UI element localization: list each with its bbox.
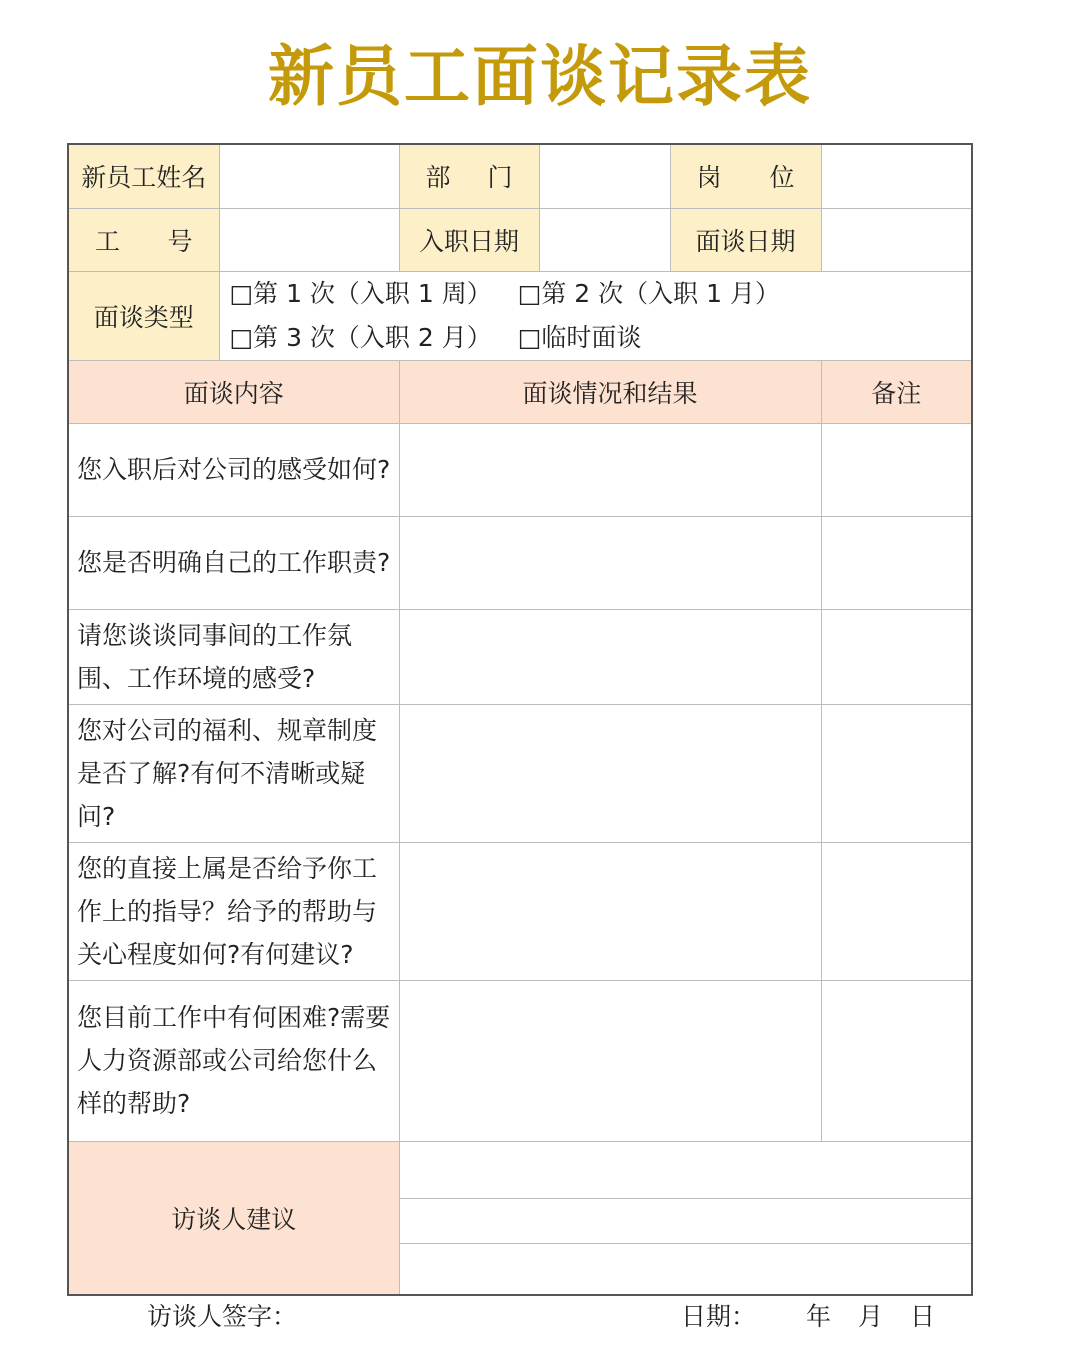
hire-date-label: 入职日期 (399, 208, 539, 271)
question-row (68, 842, 972, 980)
question-text: 您入职后对公司的感受如何? (68, 423, 399, 516)
result-field[interactable] (399, 980, 821, 1141)
date-label: 日期： (681, 1302, 757, 1331)
date-parts (806, 1297, 962, 1333)
note-field[interactable] (821, 516, 972, 609)
year-label: 年 (806, 1302, 832, 1331)
name-field[interactable] (219, 144, 399, 208)
result-field[interactable] (399, 842, 821, 980)
suggestion-label: 访谈人建议 (68, 1141, 399, 1295)
header-result: 面谈情况和结果 (399, 360, 821, 423)
header-row (68, 360, 972, 423)
interview-date-label: 面谈日期 (670, 208, 821, 271)
type-option-2[interactable]: □第 2 次（入职 1 月） (517, 278, 780, 308)
type-option-3[interactable]: □第 3 次（入职 2 月） (229, 322, 492, 352)
question-text: 您的直接上属是否给予你工作上的指导？给予的帮助与关心程度如何?有何建议? (68, 842, 399, 980)
result-field[interactable] (399, 516, 821, 609)
type-option-temporary[interactable]: □临时面谈 (517, 322, 642, 352)
result-field[interactable] (399, 704, 821, 842)
result-field[interactable] (399, 609, 821, 704)
suggestion-line[interactable] (399, 1141, 972, 1198)
question-text: 您对公司的福利、规章制度是否了解?有何不清晰或疑问? (68, 704, 399, 842)
suggestion-row (68, 1141, 972, 1198)
interview-type-options (219, 271, 972, 360)
position-field[interactable] (821, 144, 972, 208)
dept-field[interactable] (539, 144, 670, 208)
result-field[interactable] (399, 423, 821, 516)
position-label: 岗 位 (670, 144, 821, 208)
note-field[interactable] (821, 842, 972, 980)
suggestion-line[interactable] (399, 1198, 972, 1243)
suggestion-line[interactable] (399, 1243, 972, 1295)
question-text: 您目前工作中有何困难?需要人力资源部或公司给您什么样的帮助? (68, 980, 399, 1141)
type-option-1[interactable]: □第 1 次（入职 1 周） (229, 278, 492, 308)
info-row-2 (68, 208, 972, 271)
interview-date-field[interactable] (821, 208, 972, 271)
question-text: 请您谈谈同事间的工作氛围、工作环境的感受? (68, 609, 399, 704)
note-field[interactable] (821, 423, 972, 516)
question-row (68, 423, 972, 516)
note-field[interactable] (821, 609, 972, 704)
employee-id-field[interactable] (219, 208, 399, 271)
footer (0, 1297, 1080, 1337)
employee-id-label: 工 号 (68, 208, 219, 271)
info-row-1 (68, 144, 972, 208)
hire-date-field[interactable] (539, 208, 670, 271)
header-note: 备注 (821, 360, 972, 423)
type-row (68, 271, 972, 360)
header-content: 面谈内容 (68, 360, 399, 423)
note-field[interactable] (821, 704, 972, 842)
question-row (68, 980, 972, 1141)
question-row (68, 609, 972, 704)
note-field[interactable] (821, 980, 972, 1141)
question-row (68, 516, 972, 609)
interview-type-label: 面谈类型 (68, 271, 219, 360)
question-text: 您是否明确自己的工作职责? (68, 516, 399, 609)
question-row (68, 704, 972, 842)
dept-label: 部 门 (399, 144, 539, 208)
page-title: 新员工面谈记录表 (268, 38, 812, 115)
interview-form-table (67, 143, 973, 1296)
signer-label: 访谈人签字： (147, 1302, 298, 1331)
name-label: 新员工姓名 (68, 144, 219, 208)
day-label: 日 (910, 1302, 936, 1331)
month-label: 月 (858, 1302, 884, 1331)
